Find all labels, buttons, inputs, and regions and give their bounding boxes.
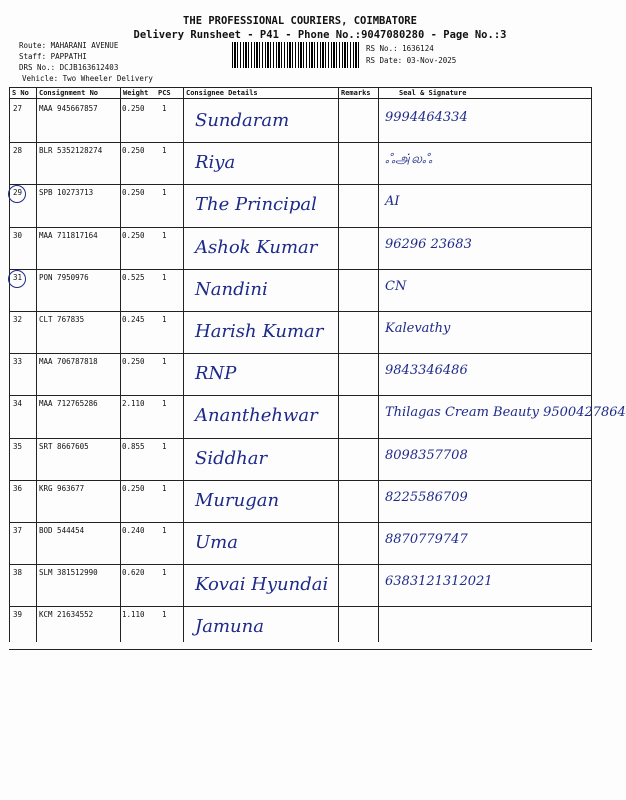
signature-handwriting: 9843346486 <box>385 363 468 379</box>
row-weight: 0.855 <box>122 441 145 451</box>
rs-date: RS Date: 03-Nov-2025 <box>366 56 457 65</box>
row-weight: 0.250 <box>122 357 145 367</box>
table-top-border <box>9 87 592 88</box>
row-weight: 1.110 <box>122 610 145 620</box>
signature-handwriting: CN <box>385 278 407 294</box>
row-pcs: 1 <box>162 399 167 409</box>
col-line <box>183 87 184 642</box>
signature-handwriting: 8870779747 <box>385 532 468 547</box>
consignee-handwriting: Ananthehwar <box>195 405 318 427</box>
circle-mark <box>8 270 26 288</box>
consignee-handwriting: Siddhar <box>195 447 268 469</box>
signature-handwriting: 8098357708 <box>385 447 468 463</box>
consignee-handwriting: Ashok Kumar <box>195 236 318 258</box>
consignee-handwriting: Kovai Hyundai <box>195 574 329 596</box>
col-sno: S No <box>12 89 29 97</box>
row-divider <box>9 353 592 354</box>
row-sno: 36 <box>13 483 23 493</box>
row-consignment: PON 7950976 <box>39 272 89 282</box>
signature-handwriting: Kalevathy <box>385 321 451 336</box>
row-weight: 0.250 <box>122 483 145 493</box>
row-divider <box>9 269 592 270</box>
row-consignment: SRT 8667605 <box>39 441 89 451</box>
vehicle-label: Vehicle: Two Wheeler Delivery <box>22 74 153 83</box>
col-line <box>591 87 592 642</box>
row-sno: 33 <box>13 357 23 367</box>
signature-handwriting: 96296 23683 <box>385 236 472 252</box>
row-consignment: BLR 5352128274 <box>39 146 103 156</box>
row-sno: 27 <box>13 104 23 113</box>
signature-handwriting: AI <box>385 194 400 210</box>
col-consignee: Consignee Details <box>186 89 258 97</box>
row-consignment: KRG 963677 <box>39 483 85 493</box>
row-divider <box>9 311 592 312</box>
row-divider <box>9 227 592 228</box>
consignee-handwriting: Jamuna <box>195 616 264 638</box>
row-pcs: 1 <box>162 146 167 156</box>
row-pcs: 1 <box>162 188 167 198</box>
company-title: THE PROFESSIONAL COURIERS, COIMBATORE <box>183 15 417 27</box>
row-divider <box>9 522 592 523</box>
row-pcs: 1 <box>162 441 167 451</box>
row-pcs: 1 <box>162 483 167 493</box>
row-sno: 38 <box>13 568 23 578</box>
row-pcs: 1 <box>162 610 167 620</box>
col-consignment: Consignment No <box>39 89 99 97</box>
row-divider <box>9 649 592 650</box>
consignee-handwriting: RNP <box>195 363 237 385</box>
header-divider <box>9 98 592 99</box>
row-consignment: CLT 767835 <box>39 315 85 324</box>
row-divider <box>9 142 592 143</box>
row-weight: 0.250 <box>122 146 145 156</box>
row-weight: 0.240 <box>122 526 145 535</box>
row-weight: 0.525 <box>122 272 145 282</box>
col-line <box>338 87 339 642</box>
row-pcs: 1 <box>162 357 167 367</box>
row-sno: 30 <box>13 230 23 240</box>
row-consignment: MAA 706787818 <box>39 357 98 367</box>
row-divider <box>9 564 592 565</box>
consignee-handwriting: Harish Kumar <box>195 321 324 342</box>
row-divider <box>9 606 592 607</box>
col-seal: Seal & Signature <box>399 89 467 97</box>
runsheet-subtitle: Delivery Runsheet - P41 - Phone No.:9047080280 - Page No.:3 <box>133 29 507 41</box>
col-line <box>9 87 10 642</box>
row-consignment: MAA 711817164 <box>39 230 98 240</box>
row-consignment: SPB 10273713 <box>39 188 94 198</box>
row-consignment: MAA 945667857 <box>39 104 98 113</box>
row-weight: 0.620 <box>122 568 145 578</box>
row-sno: 35 <box>13 441 23 451</box>
signature-handwriting: 6383121312021 <box>385 574 493 590</box>
col-line <box>378 87 379 642</box>
signature-handwriting: Thilagas Cream Beauty 9500427864 <box>385 405 626 421</box>
consignee-handwriting: Riya <box>195 152 236 174</box>
row-weight: 0.250 <box>122 104 145 113</box>
row-weight: 2.110 <box>122 399 145 409</box>
row-divider <box>9 438 592 439</box>
consignee-handwriting: The Principal <box>195 194 317 216</box>
consignee-handwriting: Murugan <box>195 489 280 511</box>
route-label: Route: MAHARANI AVENUE <box>19 41 119 50</box>
row-consignment: SLM 381512990 <box>39 568 98 578</box>
row-weight: 0.245 <box>122 315 145 324</box>
row-divider <box>9 184 592 185</box>
row-pcs: 1 <box>162 526 167 535</box>
rs-number: RS No.: 1636124 <box>366 44 434 53</box>
row-divider <box>9 480 592 481</box>
row-sno: 29 <box>13 188 23 198</box>
row-consignment: BOD 544454 <box>39 526 85 535</box>
barcode-image <box>232 42 359 68</box>
row-sno: 34 <box>13 399 23 409</box>
consignee-handwriting: Uma <box>195 532 238 553</box>
row-pcs: 1 <box>162 230 167 240</box>
signature-handwriting: 8225586709 <box>385 489 468 505</box>
row-sno: 39 <box>13 610 23 620</box>
row-weight: 0.250 <box>122 230 145 240</box>
row-pcs: 1 <box>162 272 167 282</box>
drs-number: DRS No.: DCJB163612403 <box>19 63 119 72</box>
col-line <box>36 87 37 642</box>
row-pcs: 1 <box>162 568 167 578</box>
signature-handwriting: 9994464334 <box>385 110 468 125</box>
row-sno: 32 <box>13 315 23 324</box>
circle-mark <box>8 185 26 203</box>
consignee-handwriting: Sundaram <box>195 110 290 131</box>
row-pcs: 1 <box>162 315 167 324</box>
staff-label: Staff: PAPPATHI <box>19 52 87 61</box>
consignee-handwriting: Nandini <box>195 278 268 300</box>
col-remarks: Remarks <box>341 89 371 97</box>
row-consignment: MAA 712765286 <box>39 399 98 409</box>
col-weight: Weight <box>123 89 149 97</box>
row-weight: 0.250 <box>122 188 145 198</box>
row-sno: 37 <box>13 526 23 535</box>
col-line <box>120 87 121 642</box>
row-pcs: 1 <box>162 104 167 113</box>
row-consignment: KCM 21634552 <box>39 610 94 620</box>
row-sno: 28 <box>13 146 23 156</box>
col-pcs: PCS <box>158 89 171 97</box>
signature-handwriting: ஃஅ்லஃ <box>385 152 433 168</box>
row-sno: 31 <box>13 272 23 282</box>
row-divider <box>9 395 592 396</box>
